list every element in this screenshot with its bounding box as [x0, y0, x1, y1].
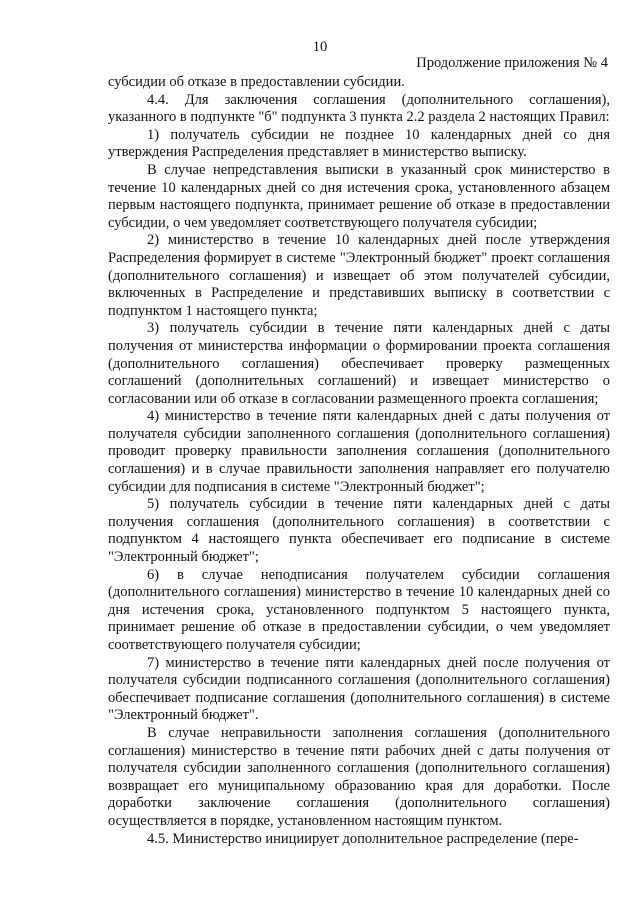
paragraph: 4) министерство в течение пяти календарных дней с даты получения от получателя субсидии заполненного соглашения (дополнительного соглашения) проводит проверку правильности заполнения соглашения (дополнительного соглашения) и в случае правильности заполнения направляет его получателю субсидии для подписания в системе "Электронный бюджет";: [108, 408, 610, 495]
paragraph: 6) в случае неподписания получателем субсидии соглашения (дополнительного соглашения) министерство в течение 10 календарных дней со дня истечения срока, установленного подпунктом 5 настоящего пункта, принимает решение об отказе в предоставлении субсидии, о чем уведомляет соответствующего получателя субсидии;: [108, 566, 610, 653]
paragraph: В случае неправильности заполнения соглашения (дополнительного соглашения) министерство в течение пяти рабочих дней с даты получения от получателя субсидии заполненного соглашения (дополнительного соглашения) возвращает его муниципальному образованию края для доработки. После доработки заключение соглашения (дополнительного соглашения) осуществляется в порядке, установленном настоящим пунктом.: [108, 724, 610, 829]
document-body: [108, 74, 610, 848]
appendix-continuation-header: Продолжение приложения № 4: [416, 55, 608, 71]
paragraph: 4.5. Министерство инициирует дополнительное распределение (пере-: [147, 830, 579, 847]
paragraph: В случае непредставления выписки в указанный срок министерство в течение 10 календарных дней со дня истечения срока, установленного абзацем первым настоящего подпункта, принимает решение об отказе в предоставлении субсидии, о чем уведомляет соответствующего получателя субсидии;: [108, 161, 610, 231]
paragraph: 5) получатель субсидии в течение пяти календарных дней с даты получения соглашения (дополнительного соглашения) в соответствии с подпунктом 4 настоящего пункта обеспечивает его подписание в системе "Электронный бюджет";: [108, 496, 610, 566]
paragraph: 2) министерство в течение 10 календарных дней после утверждения Распределения формирует в системе "Электронный бюджет" проект соглашения (дополнительного соглашения) и извещает об этом получателей субсидии, включенных в Распределение и представивших выписку в соответствии с подпунктом 1 настоящего пункта;: [108, 232, 610, 319]
paragraph: 7) министерство в течение пяти календарных дней после получения от получателя субсидии подписанного соглашения (дополнительного соглашения) обеспечивает подписание соглашения (дополнительного соглашения) в системе "Электронный бюджет".: [108, 654, 610, 724]
paragraph: 3) получатель субсидии в течение пяти календарных дней с даты получения от министерства информации о формировании проекта соглашения (дополнительного соглашения) обеспечивает проверку размещенных соглашений (дополнительных соглашений) и извещает министерство о согласовании или об отказе в согласовании размещенного проекта соглашения;: [108, 320, 610, 407]
paragraph: 1) получатель субсидии не позднее 10 календарных дней со дня утверждения Распределения представляет в министерство выписку.: [108, 126, 610, 161]
paragraph: 4.4. Для заключения соглашения (дополнительного соглашения), указанного в подпункте "б" подпункта 3 пункта 2.2 раздела 2 настоящих Правил:: [108, 91, 610, 126]
paragraph: субсидии об отказе в предоставлении субсидии.: [108, 74, 405, 90]
page-number: 10: [312, 39, 328, 55]
